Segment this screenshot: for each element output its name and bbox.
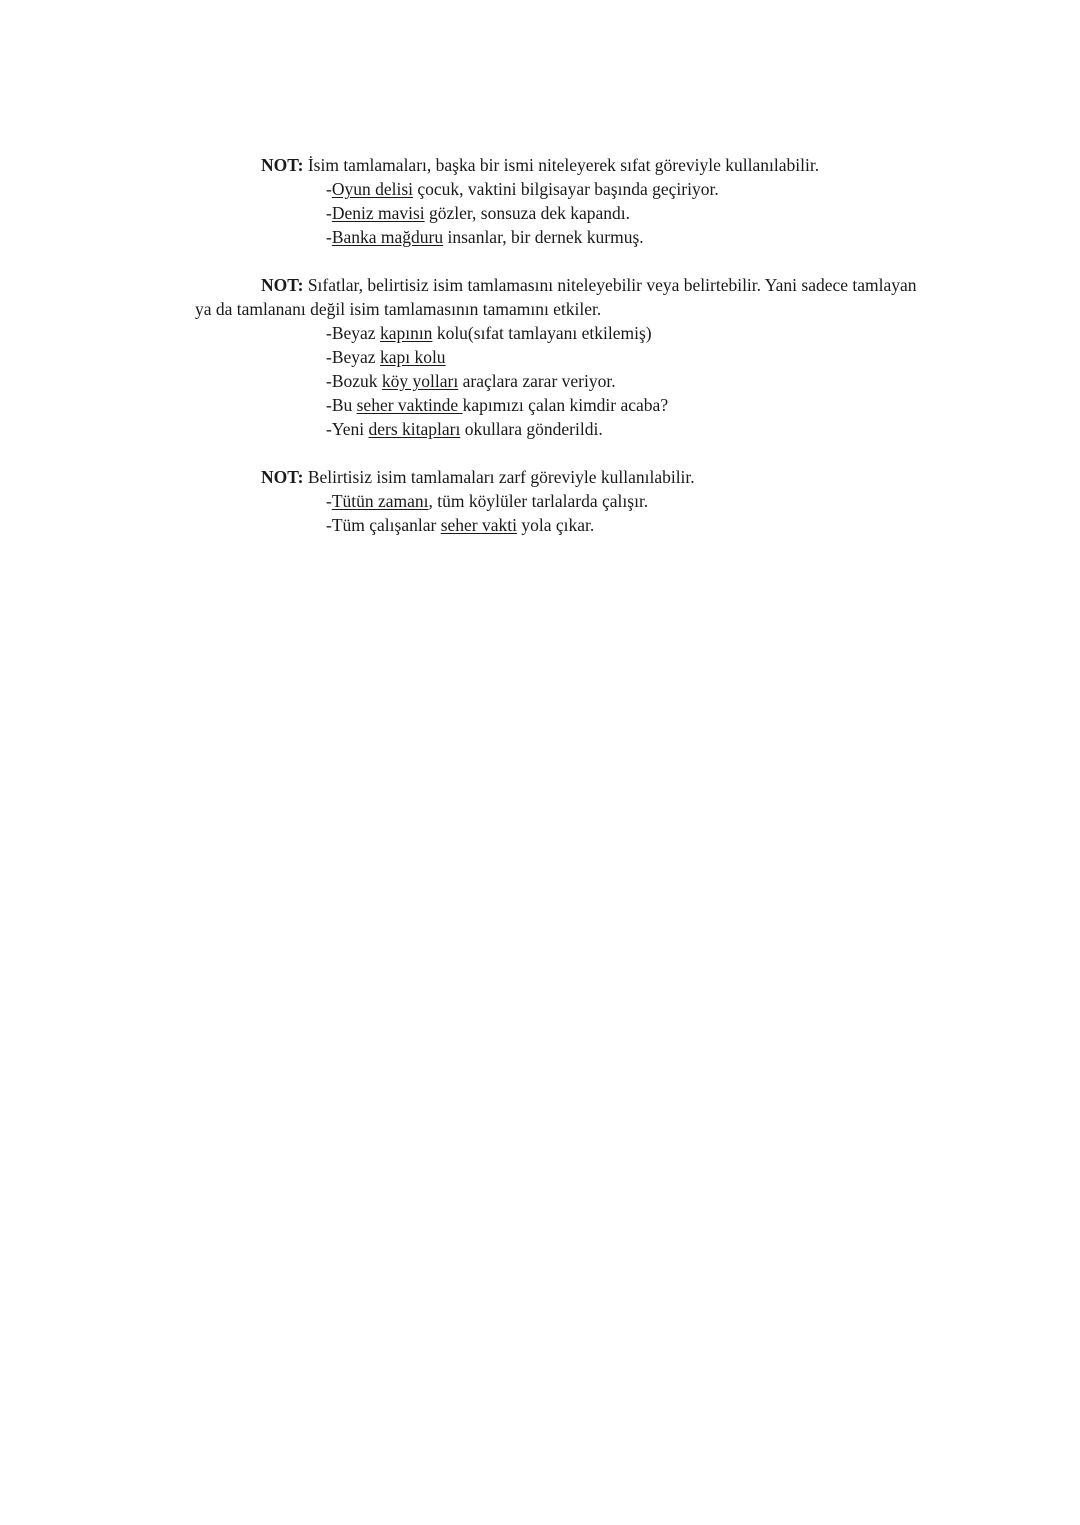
example-text: insanlar, bir dernek kurmuş. — [443, 227, 644, 247]
example-text: yola çıkar. — [516, 515, 595, 535]
paragraph-gap — [195, 249, 955, 273]
example-text: - — [326, 179, 332, 199]
example-text: çocuk, vaktini bilgisayar başında geçiriyor. — [413, 179, 719, 199]
example-text: - — [326, 227, 332, 247]
example-text: -Bu — [326, 395, 357, 415]
example-line — [195, 321, 955, 345]
example-text: araçlara zarar veriyor. — [458, 371, 616, 391]
underlined-phrase: Oyun delisi — [331, 179, 414, 199]
example-text: , tüm köylüler tarlalarda çalışır. — [428, 491, 649, 511]
note-label: NOT: — [261, 155, 304, 175]
note-label: NOT: — [261, 467, 304, 487]
example-text: kolu(sıfat tamlayanı etkilemiş) — [432, 323, 652, 343]
example-text: -Bozuk — [326, 371, 382, 391]
example-line — [195, 225, 955, 249]
example-line — [195, 417, 955, 441]
underlined-phrase: seher vakti — [440, 515, 517, 535]
example-text: - — [326, 491, 332, 511]
note-label: NOT: — [261, 275, 304, 295]
example-line — [195, 369, 955, 393]
example-line — [195, 489, 955, 513]
note-text: Sıfatlar, belirtisiz isim tamlamasını niteleyebilir veya belirtebilir. Yani sadece tamlayan — [307, 275, 917, 295]
example-line — [195, 345, 955, 369]
example-text: okullara gönderildi. — [460, 419, 603, 439]
note-2-heading — [195, 273, 955, 297]
example-line — [195, 393, 955, 417]
underlined-phrase: Banka mağduru — [331, 227, 444, 247]
underlined-phrase: kapı kolu — [379, 347, 446, 367]
document-body — [195, 153, 955, 537]
example-text: gözler, sonsuza dek kapandı. — [424, 203, 630, 223]
example-line — [195, 177, 955, 201]
example-text: - — [326, 203, 332, 223]
note-2-continuation: ya da tamlananı değil isim tamlamasının tamamını etkiler. — [195, 299, 602, 319]
example-text: -Beyaz — [326, 347, 380, 367]
note-3-heading — [195, 465, 955, 489]
paragraph-gap — [195, 441, 955, 465]
underlined-phrase: kapının — [379, 323, 433, 343]
underlined-phrase: ders kitapları — [368, 419, 461, 439]
note-text: İsim tamlamaları, başka bir ismi niteleyerek sıfat göreviyle kullanılabilir. — [307, 155, 820, 175]
underlined-phrase: seher vaktinde — [356, 395, 463, 415]
example-text: kapımızı çalan kimdir acaba? — [462, 395, 669, 415]
example-line — [195, 513, 955, 537]
example-text: -Yeni — [326, 419, 369, 439]
underlined-phrase: Tütün zamanı — [331, 491, 429, 511]
underlined-phrase: köy yolları — [381, 371, 459, 391]
underlined-phrase: Deniz mavisi — [331, 203, 425, 223]
note-text: Belirtisiz isim tamlamaları zarf göreviyle kullanılabilir. — [307, 467, 695, 487]
example-text: -Beyaz — [326, 323, 380, 343]
example-text: -Tüm çalışanlar — [326, 515, 441, 535]
example-line — [195, 201, 955, 225]
note-1-heading — [195, 153, 955, 177]
